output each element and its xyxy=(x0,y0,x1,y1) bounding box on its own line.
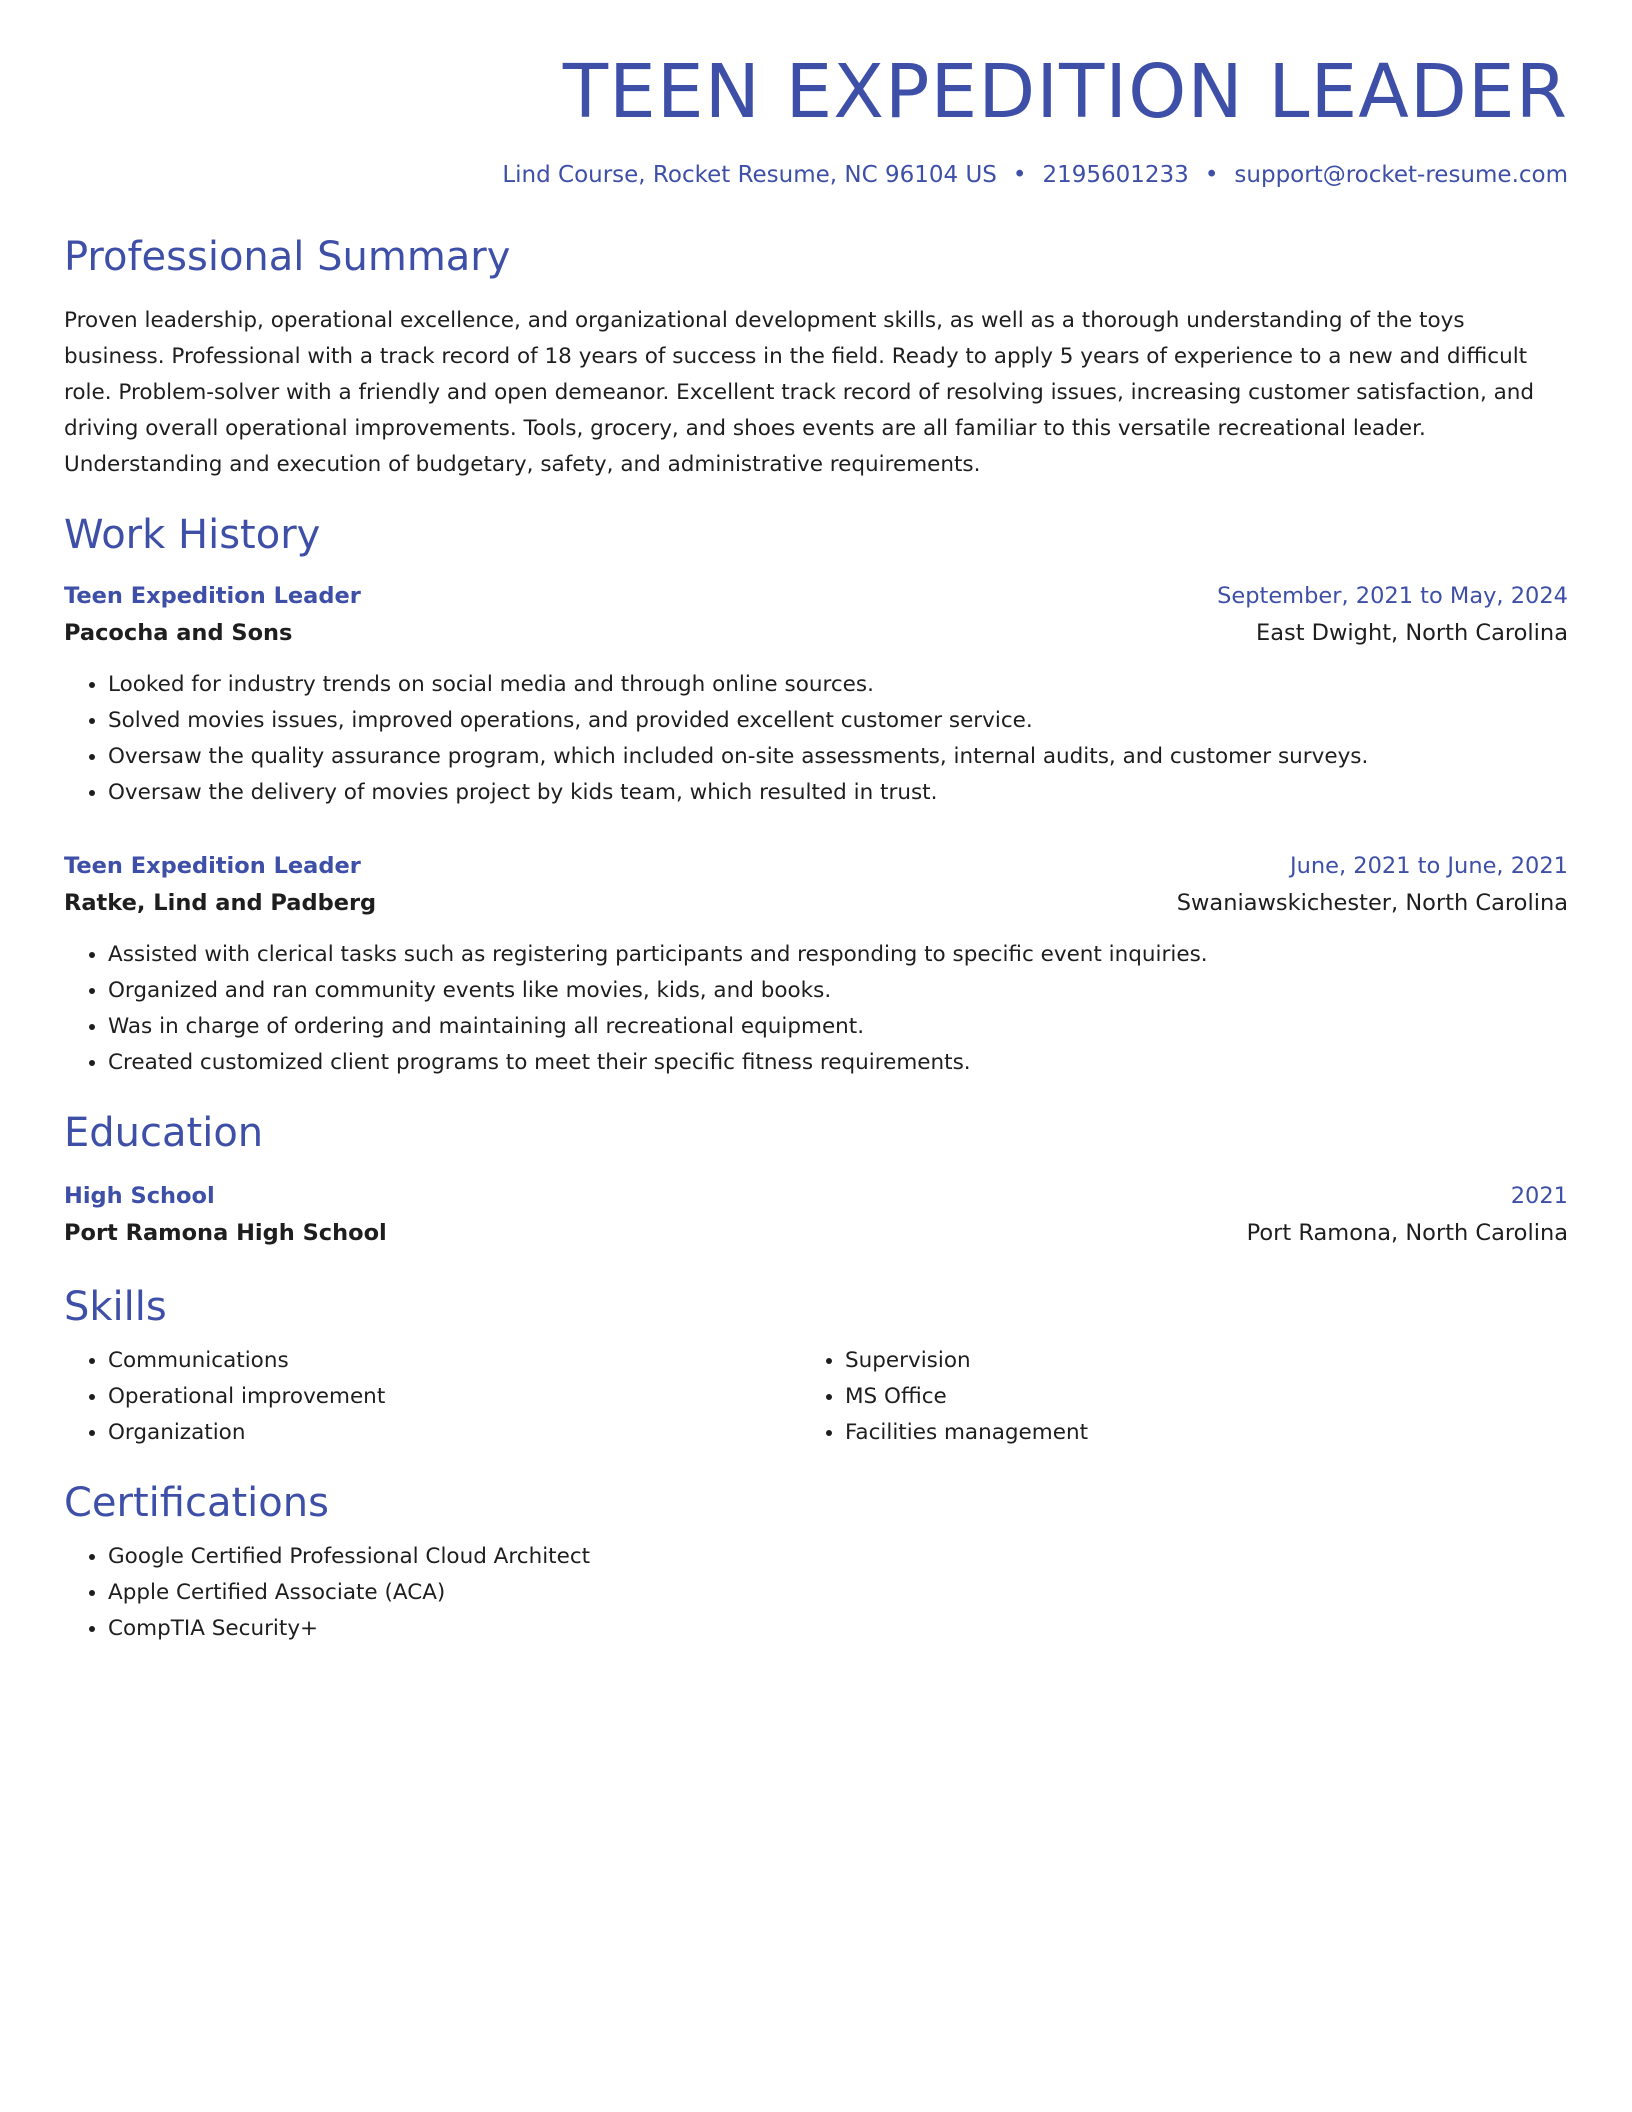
certification-item: • Google Certified Professional Cloud Architect xyxy=(108,1539,1568,1575)
skills-list xyxy=(801,1343,1538,1451)
education-heading: Education xyxy=(64,1110,264,1157)
candidate-title: TEEN EXPEDITION LEADER xyxy=(562,49,1568,135)
job-bullet: • Organized and ran community events like movies, kids, and books. xyxy=(108,973,1568,1009)
job-company: Ratke, Lind and Padberg xyxy=(64,890,377,917)
contact-separator: • xyxy=(1204,162,1219,189)
job-bullet: • Created customized client programs to meet their specific fitness requirements. xyxy=(108,1045,1568,1081)
certifications-section xyxy=(64,1479,1568,1647)
work-history-heading: Work History xyxy=(64,512,321,559)
job-title: Teen Expedition Leader xyxy=(64,853,361,880)
job-entry xyxy=(64,579,1568,811)
education-location: Port Ramona, North Carolina xyxy=(1246,1220,1568,1247)
certifications-heading: Certifications xyxy=(64,1480,329,1527)
job-company-row xyxy=(64,613,1568,653)
skills-section xyxy=(64,1283,1568,1451)
job-bullet: • Oversaw the quality assurance program, which included on-site assessments, internal audits, and customer surveys. xyxy=(108,739,1568,775)
contact-email: support@rocket-resume.com xyxy=(1234,162,1568,189)
skills-column-left xyxy=(64,1343,801,1451)
education-degree: High School xyxy=(64,1183,215,1210)
education-section xyxy=(64,1109,1568,1253)
skills-column-right xyxy=(801,1343,1538,1451)
education-school: Port Ramona High School xyxy=(64,1220,387,1247)
job-bullet: • Looked for industry trends on social media and through online sources. xyxy=(108,667,1568,703)
job-location: Swaniawskichester, North Carolina xyxy=(1176,890,1568,917)
job-bullet: • Oversaw the delivery of movies project by kids team, which resulted in trust. xyxy=(108,775,1568,811)
skills-heading: Skills xyxy=(64,1284,167,1331)
job-bullet: • Assisted with clerical tasks such as registering participants and responding to specific event inquiries. xyxy=(108,937,1568,973)
job-title-row xyxy=(64,849,1568,883)
skill-item: • Operational improvement xyxy=(108,1379,801,1415)
job-entry xyxy=(64,849,1568,1081)
contact-phone: 2195601233 xyxy=(1042,162,1189,189)
summary-section xyxy=(64,233,1568,483)
contact-separator: • xyxy=(1012,162,1027,189)
education-school-row xyxy=(64,1213,1568,1253)
skill-item: • Supervision xyxy=(845,1343,1538,1379)
certification-item: • Apple Certified Associate (ACA) xyxy=(108,1575,1568,1611)
job-company: Pacocha and Sons xyxy=(64,620,293,647)
education-degree-row xyxy=(64,1179,1568,1213)
resume-header xyxy=(64,49,1568,191)
summary-heading: Professional Summary xyxy=(64,234,511,281)
summary-text: Proven leadership, operational excellence, and organizational development skills, as well as a thorough understanding of the toys business. Professional with a track record of 18 years of success in the field. Ready to apply 5 years of experience to a new and difficult role. Problem-solver with a friendly and open demeanor. Excellent track record of resolving issues, increasing customer satisfaction, and driving overall operational improvements. Tools, grocery, and shoes events are all familiar to this versatile recreational leader. Understanding and execution of budgetary, safety, and administrative requirements. xyxy=(64,308,1535,478)
job-dates: September, 2021 to May, 2024 xyxy=(1217,583,1568,610)
job-title: Teen Expedition Leader xyxy=(64,583,361,610)
education-year: 2021 xyxy=(1510,1183,1568,1210)
contact-line xyxy=(64,161,1568,191)
skill-item: • Communications xyxy=(108,1343,801,1379)
job-company-row xyxy=(64,883,1568,923)
job-dates: June, 2021 to June, 2021 xyxy=(1289,853,1568,880)
work-history-section xyxy=(64,511,1568,1081)
job-bullets xyxy=(64,937,1568,1081)
skill-item: • Facilities management xyxy=(845,1415,1538,1451)
job-location: East Dwight, North Carolina xyxy=(1255,620,1568,647)
contact-address: Lind Course, Rocket Resume, NC 96104 US xyxy=(502,162,997,189)
job-bullets xyxy=(64,667,1568,811)
skill-item: • MS Office xyxy=(845,1379,1538,1415)
job-title-row xyxy=(64,579,1568,613)
education-entry xyxy=(64,1179,1568,1253)
job-bullet: • Was in charge of ordering and maintaining all recreational equipment. xyxy=(108,1009,1568,1045)
skills-grid xyxy=(64,1343,1568,1451)
skill-item: • Organization xyxy=(108,1415,801,1451)
job-bullet: • Solved movies issues, improved operations, and provided excellent customer service. xyxy=(108,703,1568,739)
skills-list xyxy=(64,1343,801,1451)
certifications-list xyxy=(64,1539,1568,1647)
certification-item: • CompTIA Security+ xyxy=(108,1611,1568,1647)
